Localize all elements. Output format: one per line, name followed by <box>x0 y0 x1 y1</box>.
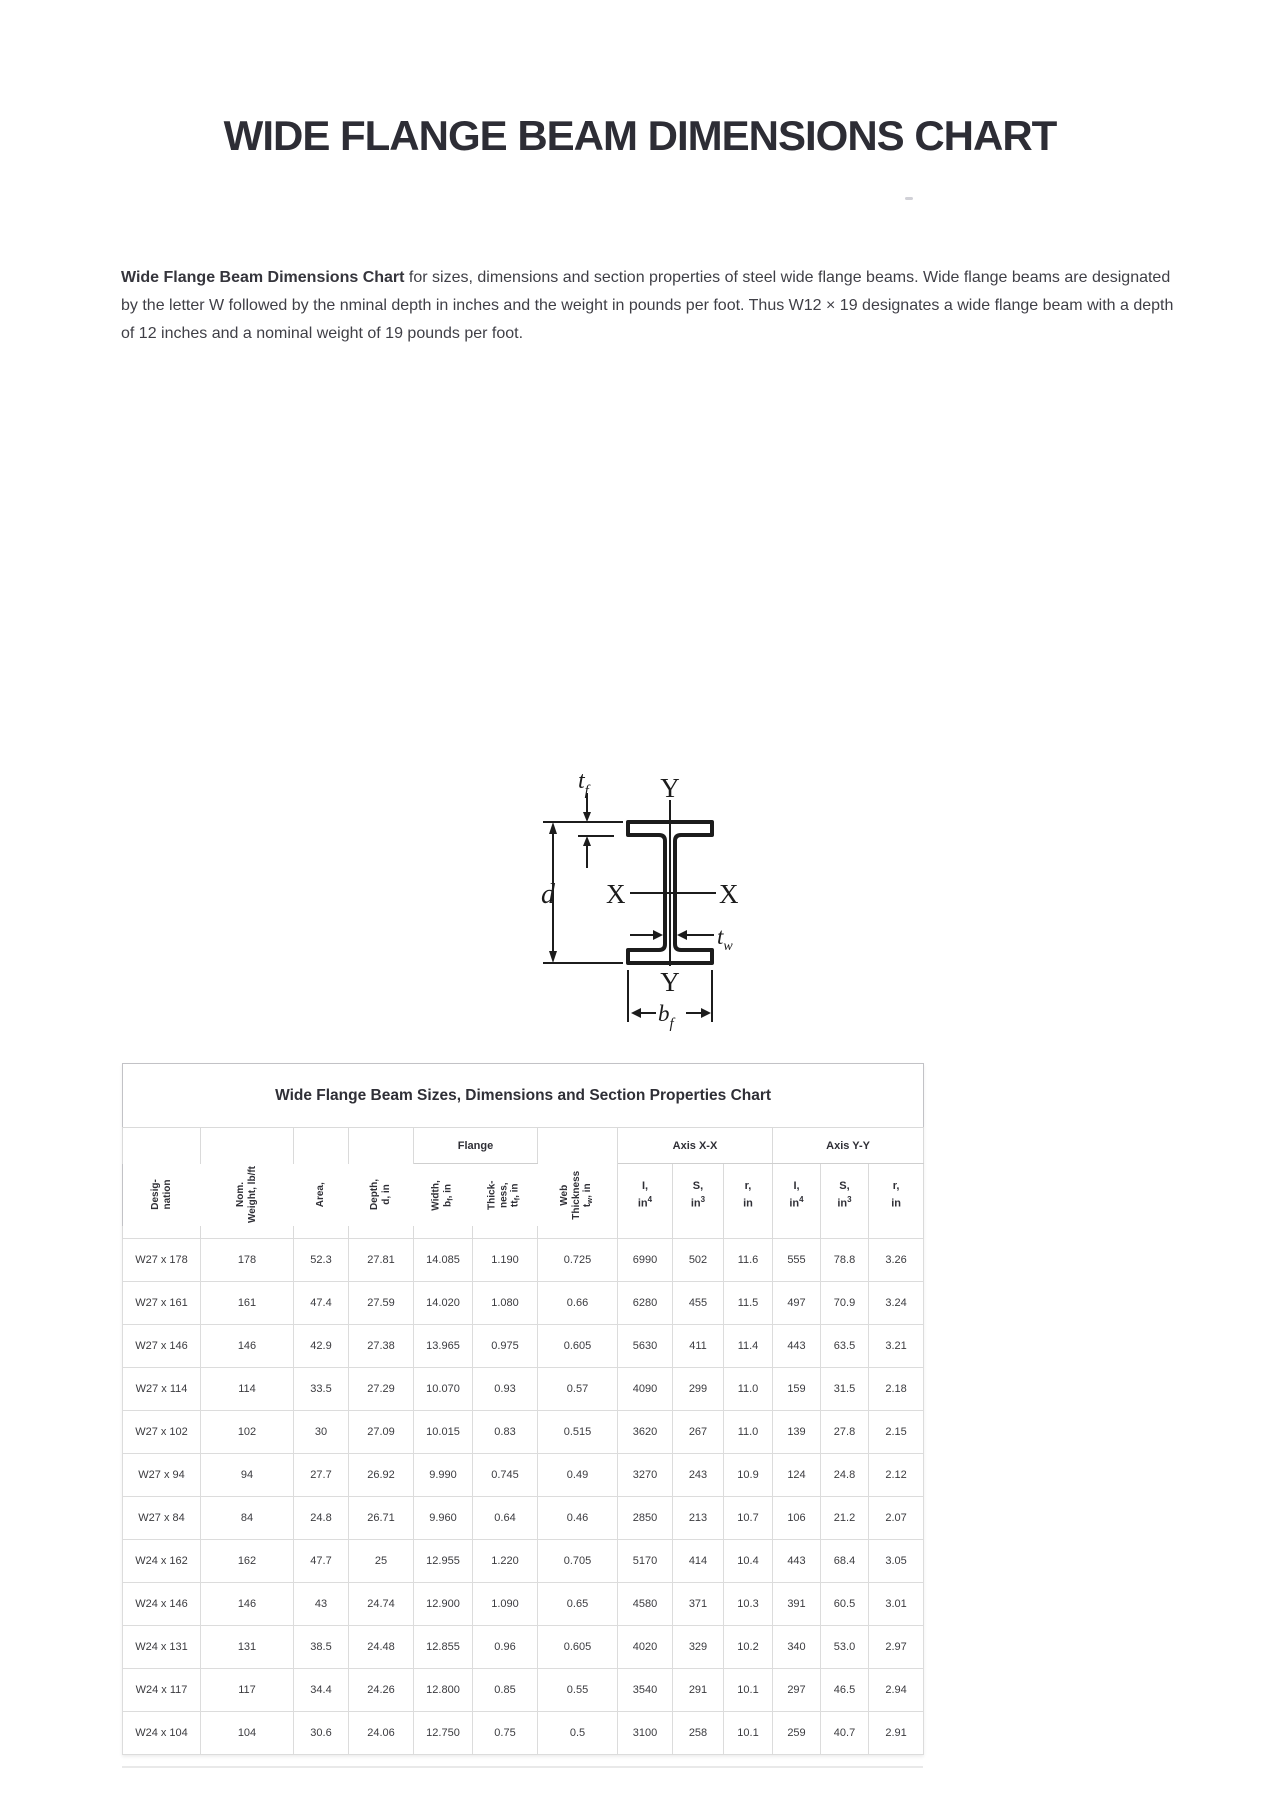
value-cell: 34.4 <box>294 1668 349 1711</box>
designation-cell: W24 x 104 <box>123 1711 201 1754</box>
value-cell: 3.05 <box>869 1539 924 1582</box>
value-cell: 4090 <box>618 1367 673 1410</box>
group-empty-web <box>538 1128 618 1164</box>
value-cell: 267 <box>673 1410 724 1453</box>
value-cell: 24.8 <box>821 1453 869 1496</box>
value-cell: 0.57 <box>538 1367 618 1410</box>
col-header-yy-radius-of-gyration: r, in <box>869 1164 924 1227</box>
value-cell: 124 <box>773 1453 821 1496</box>
value-cell: 26.92 <box>349 1453 414 1496</box>
value-cell: 42.9 <box>294 1324 349 1367</box>
d-arrowhead-up <box>549 822 557 834</box>
value-cell: 10.1 <box>724 1668 773 1711</box>
value-cell: 94 <box>201 1453 294 1496</box>
value-cell: 371 <box>673 1582 724 1625</box>
tf-label: $t_f$ <box>578 768 589 799</box>
header-spacer-row <box>123 1226 924 1238</box>
spacer-cell <box>673 1226 724 1238</box>
value-cell: 10.9 <box>724 1453 773 1496</box>
value-cell: 40.7 <box>821 1711 869 1754</box>
d-label: d <box>541 879 555 910</box>
value-cell: 9.990 <box>414 1453 473 1496</box>
title-underline-mark <box>905 197 913 200</box>
value-cell: 24.26 <box>349 1668 414 1711</box>
value-cell: 106 <box>773 1496 821 1539</box>
value-cell: 43 <box>294 1582 349 1625</box>
designation-cell: W27 x 146 <box>123 1324 201 1367</box>
value-cell: 1.220 <box>473 1539 538 1582</box>
col-header-xx-moment-of-inertia: I, $in^4$ <box>618 1164 673 1227</box>
value-cell: 146 <box>201 1324 294 1367</box>
value-cell: 21.2 <box>821 1496 869 1539</box>
value-cell: 24.8 <box>294 1496 349 1539</box>
col-header-weight: Nom. Weight, lb/ft <box>235 1166 258 1224</box>
value-cell: 0.605 <box>538 1625 618 1668</box>
designation-cell: W24 x 131 <box>123 1625 201 1668</box>
value-cell: 455 <box>673 1281 724 1324</box>
value-cell: 178 <box>201 1238 294 1281</box>
page-title: WIDE FLANGE BEAM DIMENSIONS CHART <box>223 112 1057 159</box>
value-cell: 27.8 <box>821 1410 869 1453</box>
group-header-flange: Flange <box>414 1128 538 1164</box>
value-cell: 47.4 <box>294 1281 349 1324</box>
value-cell: 162 <box>201 1539 294 1582</box>
spacer-cell <box>618 1226 673 1238</box>
value-cell: 12.750 <box>414 1711 473 1754</box>
spacer-cell <box>869 1226 924 1238</box>
table-row <box>123 1453 924 1496</box>
value-cell: 146 <box>201 1582 294 1625</box>
value-cell: 30 <box>294 1410 349 1453</box>
value-cell: 10.070 <box>414 1367 473 1410</box>
col-header-xx-section-modulus: S, $in^3$ <box>673 1164 724 1227</box>
col-header-designation: Desig- nation <box>150 1179 173 1211</box>
designation-cell: W27 x 102 <box>123 1410 201 1453</box>
value-cell: 10.3 <box>724 1582 773 1625</box>
value-cell: 340 <box>773 1625 821 1668</box>
intro-lead: Wide Flange Beam Dimensions Chart <box>121 269 405 286</box>
bf-arrowhead-right <box>701 1008 711 1018</box>
value-cell: 27.7 <box>294 1453 349 1496</box>
table-row <box>123 1539 924 1582</box>
table-row <box>123 1711 924 1754</box>
value-cell: 6280 <box>618 1281 673 1324</box>
intro-text: for sizes, dimensions and section properties of steel wide flange beams. Wide flange beams are designated by the letter W followed by the nminal depth in inches and the weight in pounds per foot. Thus W12 × 19 designates a wide flange beam with a depth of 12 inches and a nominal weight of 19 pounds per foot. <box>121 269 1174 342</box>
col-header-flange-width: Width, $b_f$, in <box>430 1179 454 1211</box>
value-cell: 243 <box>673 1453 724 1496</box>
col-header-xx-radius-of-gyration: r, in <box>724 1164 773 1227</box>
value-cell: 46.5 <box>821 1668 869 1711</box>
value-cell: 5170 <box>618 1539 673 1582</box>
value-cell: 70.9 <box>821 1281 869 1324</box>
value-cell: 0.64 <box>473 1496 538 1539</box>
value-cell: 9.960 <box>414 1496 473 1539</box>
spacer-cell <box>294 1226 349 1238</box>
value-cell: 84 <box>201 1496 294 1539</box>
value-cell: 14.085 <box>414 1238 473 1281</box>
value-cell: 102 <box>201 1410 294 1453</box>
value-cell: 3.21 <box>869 1324 924 1367</box>
table-row <box>123 1281 924 1324</box>
value-cell: 11.0 <box>724 1410 773 1453</box>
value-cell: 0.96 <box>473 1625 538 1668</box>
value-cell: 63.5 <box>821 1324 869 1367</box>
col-header-yy-moment-of-inertia: I, $in^4$ <box>773 1164 821 1227</box>
d-arrowhead-down <box>549 951 557 963</box>
value-cell: 11.6 <box>724 1238 773 1281</box>
col-header-area: Area, <box>315 1182 327 1208</box>
value-cell: 2.15 <box>869 1410 924 1453</box>
value-cell: 2.97 <box>869 1625 924 1668</box>
value-cell: 161 <box>201 1281 294 1324</box>
table-row <box>123 1367 924 1410</box>
value-cell: 10.2 <box>724 1625 773 1668</box>
value-cell: 10.1 <box>724 1711 773 1754</box>
value-cell: 1.190 <box>473 1238 538 1281</box>
designation-cell: W27 x 114 <box>123 1367 201 1410</box>
value-cell: 3270 <box>618 1453 673 1496</box>
value-cell: 0.745 <box>473 1453 538 1496</box>
value-cell: 3620 <box>618 1410 673 1453</box>
designation-cell: W27 x 84 <box>123 1496 201 1539</box>
value-cell: 2.91 <box>869 1711 924 1754</box>
value-cell: 3.24 <box>869 1281 924 1324</box>
spacer-cell <box>201 1226 294 1238</box>
group-header-axis-xx: Axis X-X <box>618 1128 773 1164</box>
value-cell: 159 <box>773 1367 821 1410</box>
value-cell: 299 <box>673 1367 724 1410</box>
value-cell: 0.49 <box>538 1453 618 1496</box>
group-empty-designation <box>123 1128 201 1164</box>
spacer-cell <box>123 1226 201 1238</box>
value-cell: 497 <box>773 1281 821 1324</box>
col-header-flange-thickness: Thick- ness, $tt_f$, in <box>486 1180 522 1210</box>
value-cell: 27.29 <box>349 1367 414 1410</box>
value-cell: 6990 <box>618 1238 673 1281</box>
value-cell: 0.83 <box>473 1410 538 1453</box>
group-empty-area <box>294 1128 349 1164</box>
next-row-cutoff-line <box>122 1766 923 1768</box>
value-cell: 31.5 <box>821 1367 869 1410</box>
table-row <box>123 1324 924 1367</box>
value-cell: 0.46 <box>538 1496 618 1539</box>
value-cell: 502 <box>673 1238 724 1281</box>
value-cell: 0.85 <box>473 1668 538 1711</box>
value-cell: 0.605 <box>538 1324 618 1367</box>
value-cell: 12.900 <box>414 1582 473 1625</box>
value-cell: 53.0 <box>821 1625 869 1668</box>
designation-cell: W27 x 161 <box>123 1281 201 1324</box>
value-cell: 25 <box>349 1539 414 1582</box>
value-cell: 12.800 <box>414 1668 473 1711</box>
table-row <box>123 1496 924 1539</box>
value-cell: 1.080 <box>473 1281 538 1324</box>
spacer-cell <box>538 1226 618 1238</box>
group-empty-depth <box>349 1128 414 1164</box>
value-cell: 0.93 <box>473 1367 538 1410</box>
value-cell: 10.7 <box>724 1496 773 1539</box>
value-cell: 411 <box>673 1324 724 1367</box>
value-cell: 414 <box>673 1539 724 1582</box>
designation-cell: W27 x 178 <box>123 1238 201 1281</box>
value-cell: 11.5 <box>724 1281 773 1324</box>
value-cell: 13.965 <box>414 1324 473 1367</box>
x-axis-label-right: X <box>719 879 739 909</box>
bf-label: $b_f$ <box>658 1001 674 1032</box>
value-cell: 259 <box>773 1711 821 1754</box>
intro-paragraph <box>121 264 1179 348</box>
value-cell: 1.090 <box>473 1582 538 1625</box>
value-cell: 0.75 <box>473 1711 538 1754</box>
value-cell: 10.015 <box>414 1410 473 1453</box>
tw-arrowhead-right <box>653 930 663 940</box>
value-cell: 4580 <box>618 1582 673 1625</box>
value-cell: 555 <box>773 1238 821 1281</box>
value-cell: 27.09 <box>349 1410 414 1453</box>
value-cell: 291 <box>673 1668 724 1711</box>
table-row <box>123 1625 924 1668</box>
value-cell: 104 <box>201 1711 294 1754</box>
value-cell: 3.26 <box>869 1238 924 1281</box>
value-cell: 30.6 <box>294 1711 349 1754</box>
designation-cell: W27 x 94 <box>123 1453 201 1496</box>
value-cell: 2.18 <box>869 1367 924 1410</box>
table-row <box>123 1238 924 1281</box>
value-cell: 114 <box>201 1367 294 1410</box>
value-cell: 68.4 <box>821 1539 869 1582</box>
value-cell: 329 <box>673 1625 724 1668</box>
spacer-cell <box>414 1226 473 1238</box>
table-row <box>123 1668 924 1711</box>
value-cell: 0.975 <box>473 1324 538 1367</box>
value-cell: 2.94 <box>869 1668 924 1711</box>
value-cell: 2.07 <box>869 1496 924 1539</box>
group-header-axis-yy: Axis Y-Y <box>773 1128 924 1164</box>
beam-cross-section-diagram <box>533 750 745 1035</box>
value-cell: 131 <box>201 1625 294 1668</box>
value-cell: 52.3 <box>294 1238 349 1281</box>
value-cell: 443 <box>773 1539 821 1582</box>
value-cell: 33.5 <box>294 1367 349 1410</box>
spacer-cell <box>724 1226 773 1238</box>
table-title: Wide Flange Beam Sizes, Dimensions and Section Properties Chart <box>123 1064 924 1128</box>
value-cell: 26.71 <box>349 1496 414 1539</box>
tf-arrowhead-down <box>583 812 591 822</box>
value-cell: 0.66 <box>538 1281 618 1324</box>
value-cell: 60.5 <box>821 1582 869 1625</box>
value-cell: 213 <box>673 1496 724 1539</box>
table-row <box>123 1582 924 1625</box>
col-header-depth: Depth, d, in <box>369 1179 392 1211</box>
value-cell: 3.01 <box>869 1582 924 1625</box>
spacer-cell <box>821 1226 869 1238</box>
y-axis-label-bottom: Y <box>660 967 680 997</box>
value-cell: 24.06 <box>349 1711 414 1754</box>
value-cell: 391 <box>773 1582 821 1625</box>
value-cell: 24.48 <box>349 1625 414 1668</box>
spacer-cell <box>473 1226 538 1238</box>
value-cell: 117 <box>201 1668 294 1711</box>
value-cell: 12.855 <box>414 1625 473 1668</box>
value-cell: 258 <box>673 1711 724 1754</box>
value-cell: 0.725 <box>538 1238 618 1281</box>
value-cell: 12.955 <box>414 1539 473 1582</box>
value-cell: 47.7 <box>294 1539 349 1582</box>
x-axis-label-left: X <box>606 879 626 909</box>
value-cell: 10.4 <box>724 1539 773 1582</box>
tw-label: $t_w$ <box>717 924 733 954</box>
value-cell: 0.705 <box>538 1539 618 1582</box>
beam-table-body <box>123 1238 924 1754</box>
value-cell: 11.4 <box>724 1324 773 1367</box>
beam-properties-table <box>122 1063 924 1755</box>
value-cell: 24.74 <box>349 1582 414 1625</box>
value-cell: 38.5 <box>294 1625 349 1668</box>
spacer-cell <box>349 1226 414 1238</box>
table-row <box>123 1410 924 1453</box>
group-empty-weight <box>201 1128 294 1164</box>
value-cell: 297 <box>773 1668 821 1711</box>
col-header-web-thickness: Web Thickness $t_w$, in <box>558 1170 594 1220</box>
value-cell: 27.38 <box>349 1324 414 1367</box>
value-cell: 5630 <box>618 1324 673 1367</box>
value-cell: 0.55 <box>538 1668 618 1711</box>
value-cell: 139 <box>773 1410 821 1453</box>
col-header-yy-section-modulus: S, $in^3$ <box>821 1164 869 1227</box>
value-cell: 14.020 <box>414 1281 473 1324</box>
bf-arrowhead-left <box>631 1008 641 1018</box>
value-cell: 2.12 <box>869 1453 924 1496</box>
designation-cell: W24 x 162 <box>123 1539 201 1582</box>
value-cell: 27.59 <box>349 1281 414 1324</box>
value-cell: 2850 <box>618 1496 673 1539</box>
spacer-cell <box>773 1226 821 1238</box>
value-cell: 3100 <box>618 1711 673 1754</box>
value-cell: 78.8 <box>821 1238 869 1281</box>
value-cell: 4020 <box>618 1625 673 1668</box>
value-cell: 0.65 <box>538 1582 618 1625</box>
value-cell: 0.5 <box>538 1711 618 1754</box>
value-cell: 11.0 <box>724 1367 773 1410</box>
designation-cell: W24 x 146 <box>123 1582 201 1625</box>
tw-arrowhead-left <box>677 930 687 940</box>
tf-arrowhead-up <box>583 836 591 846</box>
designation-cell: W24 x 117 <box>123 1668 201 1711</box>
value-cell: 27.81 <box>349 1238 414 1281</box>
y-axis-label-top: Y <box>660 773 680 803</box>
value-cell: 3540 <box>618 1668 673 1711</box>
value-cell: 443 <box>773 1324 821 1367</box>
value-cell: 0.515 <box>538 1410 618 1453</box>
